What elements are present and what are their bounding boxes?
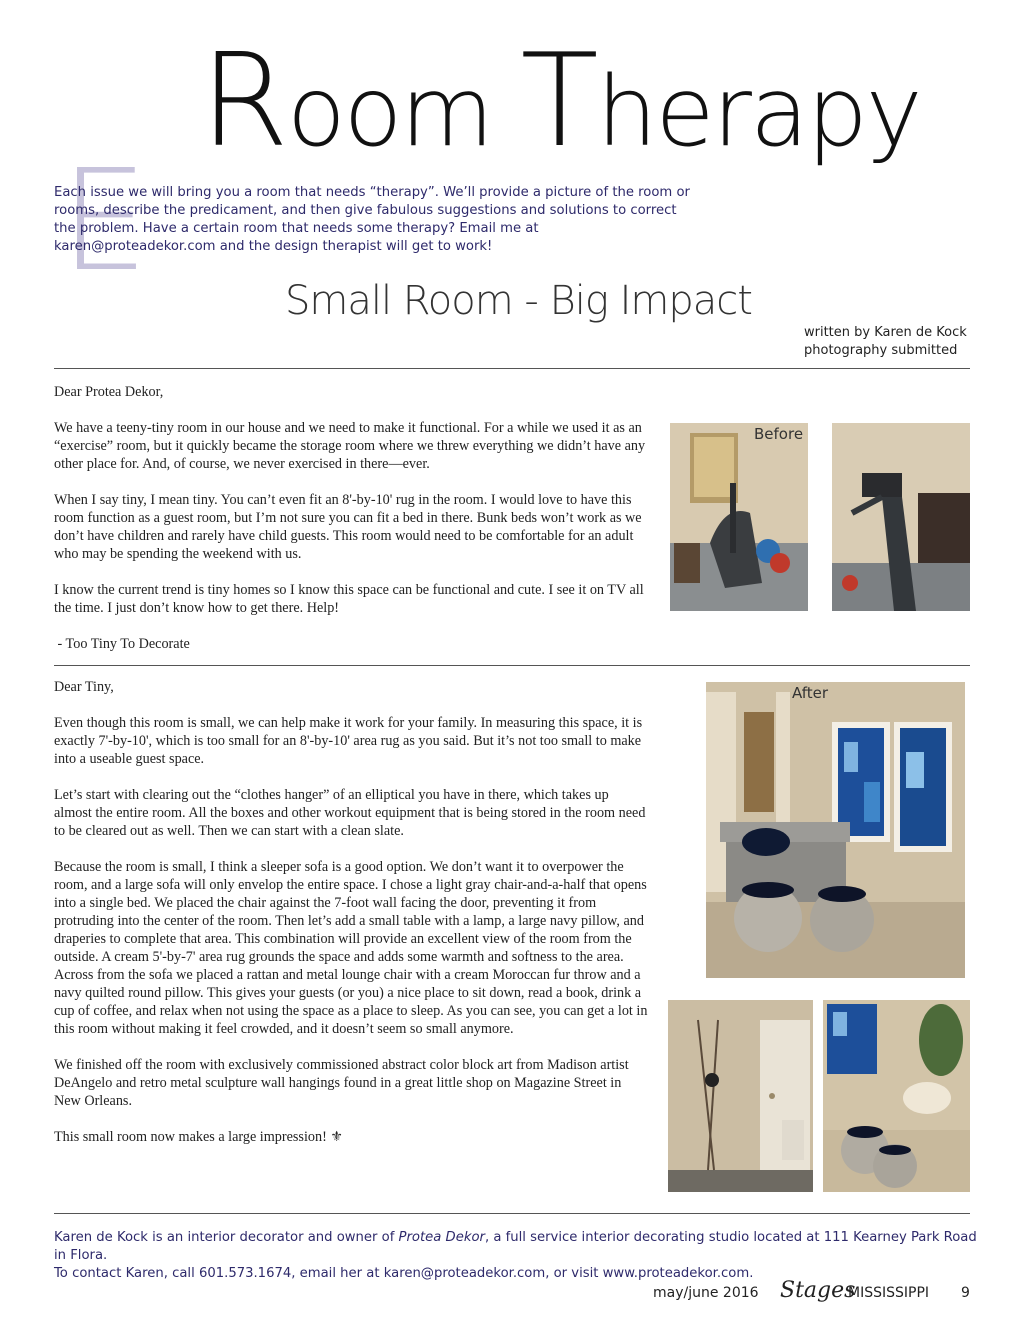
intro-paragraph: Each issue we will bring you a room that needs “therapy”. We’ll provide a picture of the room or rooms, describe the predicament, and then give fabulous suggestions and solutions to correct the problem. Have a certain room that needs some therapy? Email me at karen@proteadekor.com and the design therapist will get to work! <box>54 185 690 254</box>
bio-post: , a full service interior decorating studio located at 111 Kearney Park Road in Flora. <box>54 1230 977 1263</box>
page-number: 9 <box>961 1285 970 1301</box>
response-paragraph: Because the room is small, I think a sleeper sofa is a good option. We don’t want it to overpower the room, and a large sofa will only envelop the entire space. I chose a light gray chair-and-a-half that opens into a single bed. We placed the chair against the 7-foot wall facing the door, preventing it from protruding into the center of the room. Then let’s add a small table with a lamp, a large navy pillow, and draperies to complete that area. This combination will provide an excellent view of the room from the outside. A cream 5'-by-7' area rug grounds the space and adds some warmth and softness to the area. Across from the sofa we placed a rattan and metal lounge chair with a cream Moroccan fur throw and a navy quilted round pillow. This gives your guests (or you) a nice place to sit down, read a book, drink a cup of coffee, and relax when not using the space as a place to sleep. As you can see, you can get a lot in this room without making it feel crowded, and it doesn’t seem so small anymore. <box>54 859 648 1037</box>
response-paragraph: Even though this room is small, we can help make it work for your family. In measuring this space, it is exactly 7'-by-10', which is too small for an 8'-by-10' area rug as you said. But it’s not too small to make into a useable guest space. <box>54 715 643 767</box>
intro-text <box>54 184 694 256</box>
divider-bottom <box>54 1213 970 1214</box>
letter-paragraph: We have a teeny-tiny room in our house and we need to make it functional. For a while we used it as an “exercise” room, but it quickly became the storage room where we threw everything we didn’t have any other place for. And, of course, we never exercised in there—ever. <box>54 420 646 472</box>
reader-letter <box>54 383 650 671</box>
article-credits <box>804 324 967 360</box>
response-salutation: Dear Tiny, <box>54 679 114 695</box>
article-subtitle: Small Room - Big Impact <box>285 278 752 324</box>
title-letter-r: R <box>200 27 287 176</box>
issue-date: may/june 2016 <box>653 1285 759 1301</box>
response-paragraph: Let’s start with clearing out the “clothes hanger” of an elliptical you have in there, which takes up almost the entire room. All the boxes and other workout equipment that is being stored in the room need to be cleared out as well. Then we can start with a clean slate. <box>54 787 646 839</box>
divider-middle <box>54 665 970 666</box>
bio-company: Protea Dekor <box>398 1230 485 1245</box>
byline: written by Karen de Kock <box>804 325 967 340</box>
author-bio <box>54 1229 984 1283</box>
after-label: After <box>792 684 829 702</box>
magazine-logo-script: Stages <box>780 1278 856 1303</box>
response-paragraph: We finished off the room with exclusively commissioned abstract color block art from Madison artist DeAngelo and retro metal sculpture wall hangings found in a great little shop on Magazine Street in New Orleans. <box>54 1057 629 1109</box>
bio-pre: Karen de Kock is an interior decorator and owner of <box>54 1230 399 1245</box>
page-title <box>200 27 921 176</box>
letter-salutation: Dear Protea Dekor, <box>54 384 164 400</box>
magazine-state: MISSISSIPPI <box>848 1285 930 1301</box>
photo-credit: photography submitted <box>804 343 958 358</box>
after-photo-main <box>706 682 965 978</box>
title-letter-t: T <box>520 27 597 176</box>
title-part-1: oom <box>286 56 521 168</box>
before-label: Before <box>754 425 804 443</box>
letter-paragraph: When I say tiny, I mean tiny. You can’t even fit an 8'-by-10' rug in the room. I would love to have this room function as a guest room, but I’m not sure you can fit a bed in there. Bunk beds won’t work as we don’t have children and rarely have child guests. This room would need to be comfortable for an adult who may be spending the weekend with us. <box>54 492 642 562</box>
title-part-2: herapy <box>596 56 921 168</box>
response-closing: This small room now makes a large impression! ⚜ <box>54 1129 344 1145</box>
designer-response <box>54 678 650 1164</box>
magazine-logo <box>780 1278 855 1303</box>
drop-cap: E <box>60 140 149 303</box>
before-photo-1 <box>670 423 808 611</box>
letter-signature: - Too Tiny To Decorate <box>54 636 190 652</box>
after-photo-seating <box>823 1000 970 1192</box>
after-photo-wall-art <box>668 1000 813 1192</box>
letter-paragraph: I know the current trend is tiny homes so I know this space can be functional and cute. I see it on TV all the time. I just don’t know how to get there. Help! <box>54 582 644 616</box>
bio-line <box>54 1229 984 1265</box>
before-photo-2 <box>832 423 970 611</box>
bio-contact: To contact Karen, call 601.573.1674, email her at karen@proteadekor.com, or visit www.proteadekor.com. <box>54 1266 754 1281</box>
divider-top <box>54 368 970 369</box>
